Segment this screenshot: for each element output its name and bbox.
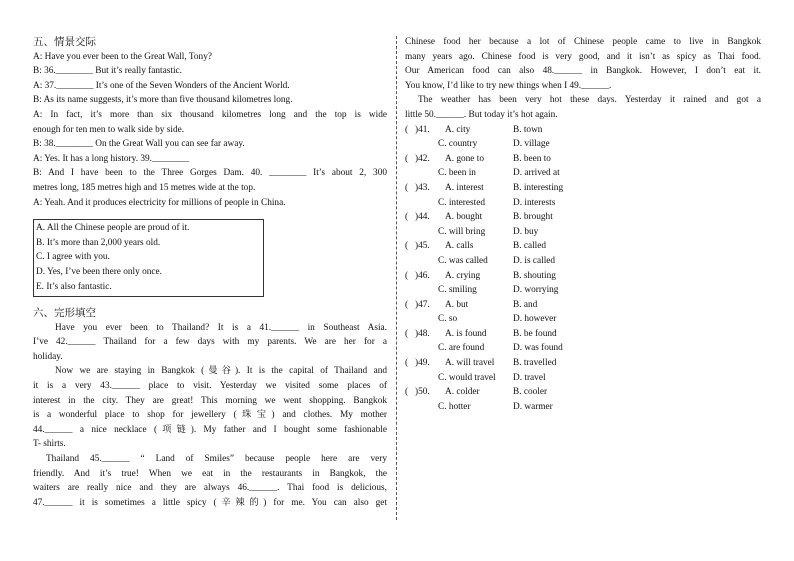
question-row — [405, 385, 761, 400]
left-column — [33, 35, 387, 510]
choice-c: C. been in — [438, 168, 476, 179]
dialogue-line: metres long, 185 metres high and 15 metres wide at the top. — [33, 182, 256, 193]
answer-bracket[interactable]: ( — [405, 182, 409, 193]
choice-b: B. brought — [513, 212, 553, 223]
choice-c: C. will bring — [438, 226, 486, 237]
choice-c: C. so — [438, 314, 458, 325]
passage-line: Now we are staying in Bangkok (曼谷). It is the capital of Thailand and — [55, 366, 387, 377]
question-row-second — [405, 371, 761, 386]
passage-line: friendly. And it’s true! When we eat in the restaurants in Bangkok, the — [33, 468, 387, 479]
choice-c: C. interested — [438, 197, 485, 208]
section-6-heading: 六、完形填空 — [33, 307, 96, 320]
choice-b: B. interesting — [513, 182, 564, 193]
option-item: E. It’s also fantastic. — [36, 281, 112, 292]
passage-line: Thailand 45.______ “ Land of Smiles” because people here are very — [46, 454, 387, 465]
choice-d: D. village — [513, 139, 550, 150]
dialogue-line: B: And I have been to the Three Gorges Dam. 40. ________ It’s about 2, 300 — [33, 168, 387, 179]
answer-bracket[interactable]: ( — [405, 212, 409, 223]
answer-bracket[interactable]: ( — [405, 328, 409, 339]
question-row — [405, 269, 761, 284]
question-row — [405, 123, 761, 138]
passage-line: many years ago. Chinese food is very good, and it isn’t as spicy as Thai food. — [405, 51, 761, 62]
choice-a: A. will travel — [445, 358, 495, 369]
choice-b: B. shouting — [513, 270, 556, 281]
choice-d: D. however — [513, 314, 557, 325]
choice-a: A. gone to — [445, 153, 484, 164]
question-row-second — [405, 137, 761, 152]
choice-c: C. smiling — [438, 285, 477, 296]
question-number: )42. — [415, 153, 430, 164]
question-row-second — [405, 341, 761, 356]
answer-bracket[interactable]: ( — [405, 241, 409, 252]
choice-a: A. colder — [445, 387, 480, 398]
choice-b: B. be found — [513, 328, 557, 339]
choice-a: A. bought — [445, 212, 483, 223]
dialogue-line: B: As its name suggests, it’s more than five thousand kilometres long. — [33, 95, 293, 106]
question-number: )48. — [415, 328, 430, 339]
question-number: )45. — [415, 241, 430, 252]
answer-bracket[interactable]: ( — [405, 270, 409, 281]
question-number: )44. — [415, 212, 430, 223]
choice-d: D. buy — [513, 226, 539, 237]
answer-bracket[interactable]: ( — [405, 153, 409, 164]
choice-b: B. cooler — [513, 387, 548, 398]
choice-c: C. would travel — [438, 372, 496, 383]
column-divider — [396, 36, 397, 520]
question-row-second — [405, 400, 761, 415]
options-box — [33, 219, 264, 297]
passage-line: Chinese food her because a lot of Chinese people came to live in Bangkok — [405, 37, 761, 47]
question-number: )43. — [415, 182, 430, 193]
question-number: )50. — [415, 387, 430, 398]
choice-d: D. warmer — [513, 401, 553, 412]
passage-line: I’ve 42.______ Thailand for a few days with my parents. We are her for a — [33, 337, 387, 348]
passage-line: holiday. — [33, 351, 63, 362]
choice-d: D. worrying — [513, 285, 559, 296]
choice-a: A. calls — [445, 241, 474, 252]
passage-line: You know, I’d like to try new things when I 49.______. — [405, 80, 612, 91]
choice-a: A. crying — [445, 270, 481, 281]
question-number: )47. — [415, 299, 430, 310]
choice-a: A. is found — [445, 328, 487, 339]
passage-line: T- shirts. — [33, 439, 66, 450]
dialogue-line: A: 37.________ It’s one of the Seven Wonders of the Ancient World. — [33, 80, 290, 91]
dialogue-line: A: Have you ever been to the Great Wall, Tony? — [33, 51, 212, 62]
question-row-second — [405, 312, 761, 327]
question-row — [405, 298, 761, 313]
question-number: )46. — [415, 270, 430, 281]
question-row — [405, 356, 761, 371]
choice-c: C. was called — [438, 255, 488, 266]
option-item: A. All the Chinese people are proud of it. — [36, 223, 190, 234]
passage-line: The weather has been very hot these days. Yesterday it rained and got a — [418, 95, 761, 106]
passage-line: 44.______ a nice necklace (项链). My father and I bought some fashionable — [33, 424, 387, 435]
dialogue-line: A: Yeah. And it produces electricity for millions of people in China. — [33, 197, 286, 208]
choice-b: B. travelled — [513, 358, 557, 369]
passage-line: Have you ever been to Thailand? It is a 41.______ in Southeast Asia. — [55, 322, 387, 333]
dialogue-line: enough for ten men to walk side by side. — [33, 124, 185, 135]
option-item: B. It’s more than 2,000 years old. — [36, 237, 161, 248]
question-row-second — [405, 166, 761, 181]
question-row — [405, 152, 761, 167]
choice-d: D. interests — [513, 197, 556, 208]
choice-d: D. arrived at — [513, 168, 560, 179]
choice-b: B. called — [513, 241, 547, 252]
question-row-second — [405, 283, 761, 298]
choice-d: D. was found — [513, 343, 563, 354]
choice-b: B. been to — [513, 153, 551, 164]
question-row-second — [405, 225, 761, 240]
answer-bracket[interactable]: ( — [405, 124, 409, 135]
choice-c: C. hotter — [438, 401, 471, 412]
passage-line: little 50.______. But today it’s hot again. — [405, 109, 558, 120]
question-row — [405, 181, 761, 196]
choice-a: A. but — [445, 299, 469, 310]
passage-line: waiters are really nice and they are always 46.______. Thai food is delicious, — [33, 483, 387, 494]
answer-bracket[interactable]: ( — [405, 358, 409, 369]
choice-a: A. interest — [445, 182, 484, 193]
question-row — [405, 327, 761, 342]
section-5-heading: 五、情景交际 — [33, 36, 96, 48]
answer-bracket[interactable]: ( — [405, 387, 409, 398]
question-row-second — [405, 196, 761, 211]
choice-d: D. is called — [513, 255, 556, 266]
choice-d: D. travel — [513, 372, 546, 383]
passage-line: 47.______ it is sometimes a little spicy (辛辣的) for me. You can also get — [33, 497, 387, 508]
choice-a: A. city — [445, 124, 471, 135]
passage-line: it is a very 43.______ place to visit. Yesterday we visited some places of — [33, 381, 387, 392]
choice-c: C. country — [438, 139, 478, 150]
choice-b: B. and — [513, 299, 538, 310]
right-column — [405, 35, 761, 414]
question-number: )41. — [415, 124, 430, 135]
dialogue-line: A: In fact, it’s more than six thousand kilometres long and the top is wide — [33, 109, 387, 120]
question-list — [405, 123, 761, 415]
choice-c: C. are found — [438, 343, 485, 354]
dialogue-line: B: 38.________ On the Great Wall you can see far away. — [33, 139, 245, 150]
passage-line: Our American food can also 48.______ in Bangkok. However, I don’t eat it. — [405, 66, 761, 77]
option-item: C. I agree with you. — [36, 252, 110, 263]
passage-line: interest in the city. They are great! This morning we went shopping. Bangkok — [33, 395, 387, 406]
question-row — [405, 210, 761, 225]
choice-b: B. town — [513, 124, 543, 135]
dialogue-line: B: 36.________ But it’s really fantastic. — [33, 66, 182, 77]
passage-line: is a wonderful place to shop for jewellery (珠宝) and clothes. My mother — [33, 410, 387, 421]
question-row-second — [405, 254, 761, 269]
option-item: D. Yes, I’ve been there only once. — [36, 266, 162, 277]
question-row — [405, 239, 761, 254]
question-number: )49. — [415, 358, 430, 369]
answer-bracket[interactable]: ( — [405, 299, 409, 310]
dialogue-line: A: Yes. It has a long history. 39.________ — [33, 153, 190, 164]
